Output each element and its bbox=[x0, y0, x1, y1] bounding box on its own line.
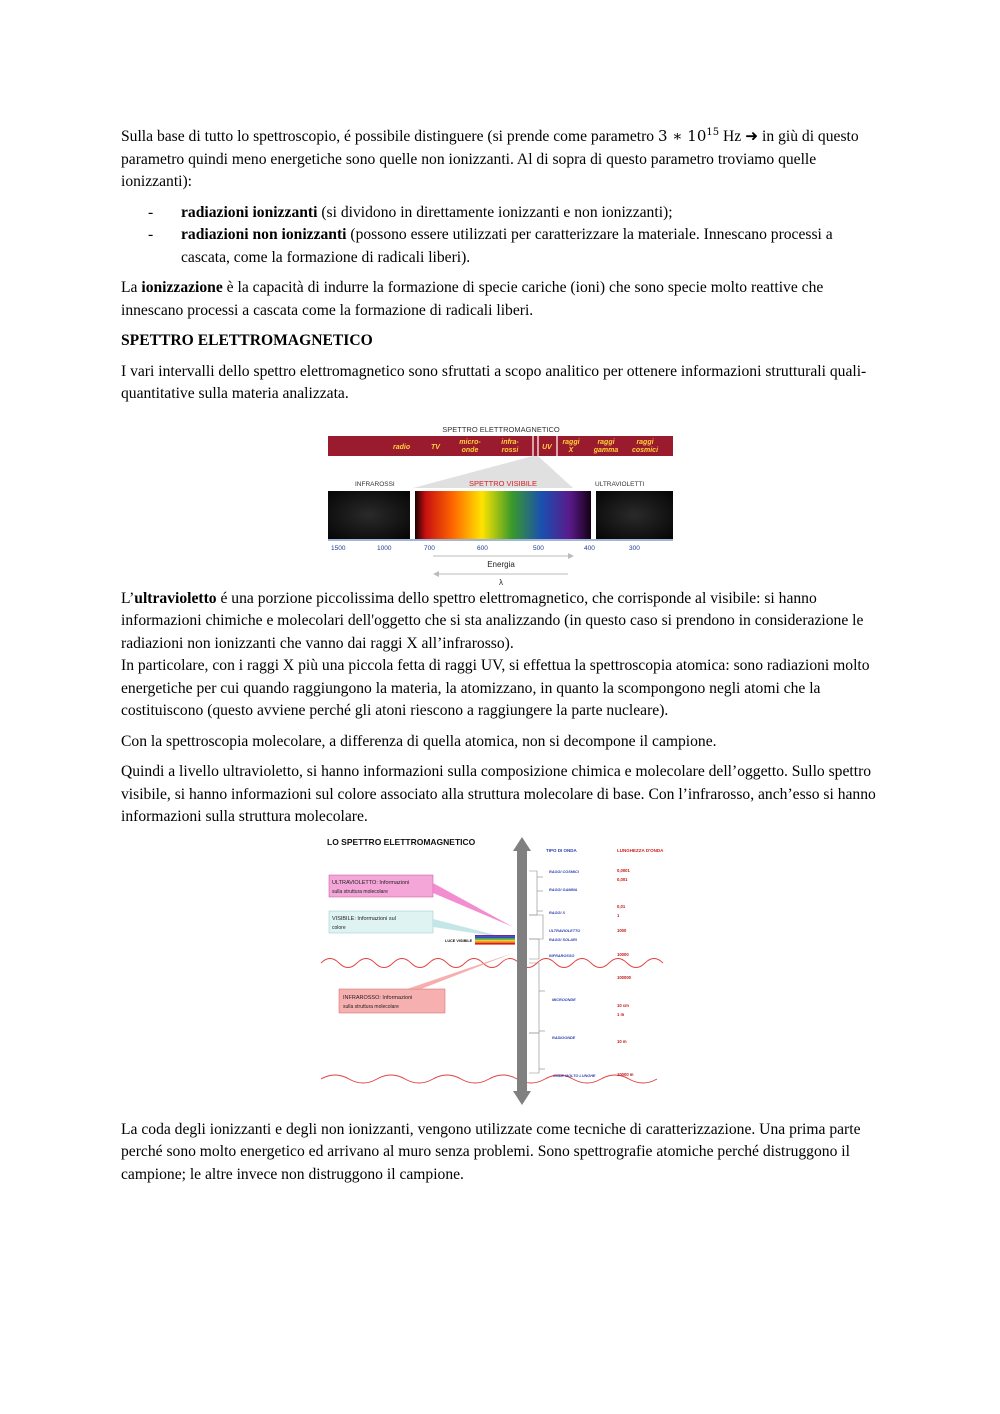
formula-base: 3 ∗ 10 bbox=[658, 127, 707, 145]
list-item-term: radiazioni ionizzanti bbox=[181, 203, 318, 221]
molecular-paragraph: Con la spettroscopia molecolare, a differenza di quella atomica, non si decompone il campione. bbox=[121, 732, 717, 750]
uv-paragraph bbox=[121, 588, 881, 656]
type-micro: MICROONDE bbox=[552, 997, 576, 1002]
spectrum-diagram bbox=[323, 406, 679, 586]
band-raggi-gamma: raggi bbox=[597, 438, 615, 446]
intro-text-a: Sulla base di tutto lo spettroscopio, é possibile distinguere (si prende come parametro bbox=[121, 128, 658, 145]
length-1m: 1 m bbox=[617, 1011, 625, 1017]
type-radio: RADIOONDE bbox=[552, 1035, 576, 1040]
visible-callout-line2: colore bbox=[332, 924, 346, 931]
radiation-list bbox=[121, 202, 881, 270]
spectrum-axis bbox=[517, 851, 527, 1091]
atomic-paragraph: In particolare, con i raggi X più una piccola fetta di raggi UV, si effettua la spettroscopia atomica: sono radiazioni molto energetiche per cui quando raggiungono la materia, la atomizzano, in quanto la scompongono negli atomi che la costituiscono (questo avviene perché gli atoni riescono a raggiungere la parte nucleare). bbox=[121, 657, 870, 719]
col-type-header: TIPO DI ONDA bbox=[546, 847, 577, 853]
formula-unit: Hz ➜ bbox=[719, 128, 759, 145]
tick-1000: 1000 bbox=[377, 544, 392, 552]
type-cosmic: RAGGI COSMICI bbox=[549, 869, 579, 874]
band-rossi: rossi bbox=[501, 446, 519, 454]
ionization-pre: La bbox=[121, 279, 142, 296]
visible-panel bbox=[415, 491, 591, 539]
dash-bullet: - bbox=[148, 203, 154, 221]
band-uv: UV bbox=[542, 443, 552, 451]
band-infra: infra- bbox=[501, 438, 519, 446]
band-x: X bbox=[568, 446, 574, 454]
type-solar: RAGGI SOLARI bbox=[549, 937, 577, 942]
col-length-header: LUNGHEZZA D'ONDA bbox=[617, 847, 664, 853]
uv-callout-line1: ULTRAVIOLETTO: Informazioni bbox=[332, 879, 410, 886]
band-micro: micro- bbox=[459, 438, 481, 446]
band-raggi-cosmici: raggi bbox=[636, 438, 654, 446]
ionization-paragraph bbox=[121, 277, 881, 322]
wave-line bbox=[321, 958, 663, 967]
wave-line bbox=[321, 1075, 657, 1083]
uv-label: ULTRAVIOLETTI bbox=[595, 480, 645, 488]
tick-1500: 1500 bbox=[331, 544, 346, 552]
ir-callout-line1: INFRAROSSO: Informazioni bbox=[343, 994, 413, 1001]
intro-text-b: in giù di questo parametro quindi meno energetiche sono quelle non ionizzanti. Al di sopra di questo parametro troviamo quelle ionizzanti): bbox=[121, 128, 859, 190]
list-item-text: (possono essere utilizzati per caratterizzare la materiale. Innescano processi a cascata, come la formazione di radicali liberi). bbox=[181, 226, 833, 266]
ionization-text: è la capacità di indurre la formazione di specie cariche (ioni) che sono specie molto reattive che innescano processi a cascata come la formazione di radicali liberi. bbox=[121, 279, 824, 319]
uv-text: é una porzione piccolissima dello spettro elettromagnetico, che corrisponde al visibile: si hanno informazioni chimiche e molecolari dell'oggetto che si sta analizzando (in questo caso si prendono in considerazione le radiazioni non ionizzanti che vanno dai raggi X all’infrarosso). bbox=[121, 589, 864, 652]
spectrum-chart-figure bbox=[317, 831, 679, 1109]
tick-500: 500 bbox=[533, 544, 544, 552]
type-x: RAGGI X bbox=[549, 910, 566, 915]
frequency-formula bbox=[658, 127, 719, 145]
formula-exponent: 15 bbox=[706, 127, 720, 138]
tick-600: 600 bbox=[477, 544, 488, 552]
intro-paragraph bbox=[121, 122, 881, 194]
infrared-label: INFRAROSSI bbox=[355, 480, 395, 488]
dash-bullet: - bbox=[148, 226, 154, 243]
figure1-title: SPETTRO ELETTROMAGNETICO bbox=[442, 424, 560, 434]
document-page bbox=[121, 122, 881, 1194]
tick-300: 300 bbox=[629, 544, 640, 552]
list-item-text: (si dividono in direttamente ionizzanti e non ionizzanti); bbox=[317, 203, 673, 221]
length-10000m: 10000 m bbox=[617, 1071, 634, 1077]
visible-label: SPETTRO VISIBILE bbox=[469, 478, 537, 488]
ionization-term: ionizzazione bbox=[141, 279, 223, 296]
type-gamma: RAGGI GAMMA bbox=[549, 887, 578, 892]
visible-callout-line1: VISIBILE: Informazioni sul bbox=[332, 915, 396, 922]
length-100000: 100000 bbox=[617, 974, 631, 980]
band-raggi-x: raggi bbox=[562, 438, 580, 446]
length-1000: 1000 bbox=[617, 927, 627, 933]
band-onde: onde bbox=[461, 446, 479, 454]
spectrum-figure bbox=[323, 406, 679, 586]
section-title: SPETTRO ELETTROMAGNETICO bbox=[121, 332, 373, 349]
ir-callout-line2: sulla struttura molecolare bbox=[343, 1003, 399, 1010]
infrared-panel bbox=[328, 491, 410, 539]
length-1: 1 bbox=[617, 912, 620, 918]
closing-paragraph: La coda degli ionizzanti e degli non ionizzanti, vengono utilizzate come tecniche di caratterizzazione. Una prima parte perché sono molto energetico ed arrivano al muro senza problemi. Sono spettrografie atomiche perché distruggono il campione; le altre invece non distruggono il campione. bbox=[121, 1120, 861, 1183]
list-item bbox=[121, 224, 881, 269]
list-item bbox=[121, 202, 881, 225]
length-10m: 10 m bbox=[617, 1038, 627, 1044]
band-radio: radio bbox=[393, 443, 411, 451]
type-uv: ULTRAVIOLETTO bbox=[549, 928, 581, 933]
uv-pre: L’ bbox=[121, 589, 135, 607]
length-0001: 0,001 bbox=[617, 876, 628, 882]
band-cosmici: cosmici bbox=[631, 446, 659, 454]
length-00001: 0,0001 bbox=[617, 867, 630, 873]
length-10cm: 10 cm bbox=[617, 1002, 629, 1008]
band-tv: TV bbox=[431, 443, 440, 451]
energy-label: Energia bbox=[487, 559, 515, 569]
levels-paragraph: Quindi a livello ultravioletto, si hanno informazioni sulla composizione chimica e molecolare dell’oggetto. Sullo spettro visibile, si hanno informazioni sul colore associato alla struttura molecolare di base. Con l’infrarosso, anch’esso si hanno informazioni sulla struttura molecolare. bbox=[121, 763, 876, 825]
luce-visibile-label: LUCE VISIBILE bbox=[445, 938, 473, 943]
type-ir: INFRAROSSO bbox=[549, 953, 575, 958]
section-intro: I vari intervalli dello spettro elettromagnetico sono sfruttati a scopo analitico per ottenere informazioni strutturali quali-quantitative sulla materia analizzata. bbox=[121, 362, 867, 402]
uv-term: ultravioletto bbox=[134, 589, 217, 607]
length-10000: 10000 bbox=[617, 951, 629, 957]
figure2-title: LO SPETTRO ELETTROMAGNETICO bbox=[327, 836, 476, 847]
tick-700: 700 bbox=[424, 544, 435, 552]
band-gamma: gamma bbox=[593, 446, 619, 454]
type-long: ONDE MOLTO LUNGHE bbox=[553, 1073, 596, 1078]
wave-spectrum-diagram bbox=[317, 831, 679, 1109]
uv-callout-line2: sulla struttura molecolare bbox=[332, 888, 388, 895]
length-001: 0,01 bbox=[617, 903, 626, 909]
uv-panel bbox=[596, 491, 673, 539]
list-item-term: radiazioni non ionizzanti bbox=[181, 226, 347, 243]
lambda-label: λ bbox=[499, 577, 503, 586]
tick-400: 400 bbox=[584, 544, 595, 552]
